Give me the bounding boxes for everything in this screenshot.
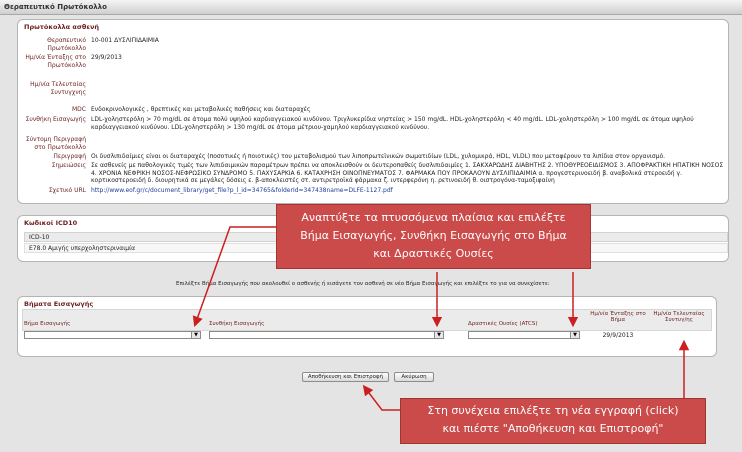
col-header-condition: Συνθήκη Εισαγωγής [209, 321, 265, 327]
col-header-step: Βήμα Εισαγωγής [24, 321, 71, 327]
col-header-substances: Δραστικές Ουσίες (ATCS) [468, 321, 538, 327]
field-label: Σημειώσεις [51, 162, 86, 169]
cancel-button[interactable]: Ακύρωση [394, 372, 434, 382]
steps-panel-title: Βήματα Εισαγωγής [24, 300, 94, 308]
icd-row[interactable]: E78.0 Αμιγής υπερχοληστεριναιμία [24, 243, 728, 253]
callout-select-and-save [400, 398, 706, 444]
field-label: Ημ/νία Ένταξης στο Πρωτόκολλο [25, 54, 86, 69]
callout-line: και Δραστικές Ουσίες [373, 247, 494, 260]
field-label: MDC [72, 106, 86, 113]
field-value: 10-001 ΔΥΣΛΙΠΙΔΑΙΜΙΑ [91, 37, 159, 44]
col-header-last-visit: Ημ/νία Τελευταίας Συντυγ/ης [653, 311, 705, 323]
field-label: Ημ/νία Τελευταίας Συντυγχνης [30, 81, 86, 96]
field-label: Σχετικό URL [48, 187, 86, 194]
entry-date-cell[interactable]: 29/9/2013 [602, 332, 634, 339]
save-and-return-button[interactable]: Αποθήκευση και Επιστροφή [302, 372, 389, 382]
field-label: Περιγραφή [53, 153, 86, 160]
field-label: Συνθήκη Εισαγωγής [25, 116, 86, 123]
field-label: Θεραπευτικό Πρωτόκολλο [47, 37, 86, 52]
callout-line: Αναπτύξτε τα πτυσσόμενα πλαίσια και επιλέξτε [301, 211, 566, 224]
chevron-down-icon[interactable]: ▼ [570, 332, 579, 338]
field-value: Σε ασθενείς με παθολογικές τιμές των λιπιδαιμικών παραμέτρων πρέπει να αποκλεισθούν οι δευτεροπαθείς δυσλιπιδαιμίες 1. ΣΑΚΧΑΡΩΔΗΣ ΔΙΑΒΗΤΗΣ 2. ΥΠΟΘΥΡΕΟΕΙΔΙΣΜΟΣ 3. ΑΠΟΦΡΑΚΤΙΚΗ ΗΠΑΤΙΚΗ ΝΟΣΟΣ 4. ΧΡΟΝΙΑ ΝΕΦΡΙΚΗ ΝΟΣΟΣ-ΝΕΦΡΩΣΙΚΟ ΣΥΝΔΡΟΜΟ 5. ΠΑΧΥΣΑΡΚΙΑ 6. ΚΑΤΑΧΡΗΣΗ ΟΙΝΟΠΝΕΥΜΑΤΟΣ 7. ΦΑΡΜΑΚΑ ΠΟΥ ΠΡΟΚΑΛΟΥΝ ΔΥΣΛΙΠΙΔΑΙΜΙΑ α. προγεστερινοειδή β. αναβολικά στεροειδή γ. κορτικοστεροειδή δ. διουρητικά σε μεγάλες δόσεις ε. β-αποκλειστές στ. αντιρετροϊκά φάρμακα ζ. ιντερφερόνη η. ρετινοειδή θ. οιστρογόνα-ταμοξιφαίνη [91, 162, 724, 184]
chevron-down-icon[interactable]: ▼ [434, 332, 443, 338]
instruction-text: Επιλέξτε Βήμα Εισαγωγής που ακολουθεί ο ασθενής ή εισάγετε τον ασθενή σε νέο Βήμα Εισαγωγής και επιλέξτε το για να συνεχίσετε: [176, 281, 550, 287]
chevron-down-icon[interactable]: ▼ [191, 332, 200, 338]
callout-line: Στη συνέχεια επιλέξτε τη νέα εγγραφή (click) [427, 404, 679, 417]
icd-panel-title: Κωδικοί ICD10 [24, 219, 78, 227]
related-url-link[interactable]: http://www.eof.gr/c/document_library/get_file?p_l_id=34765&folderId=347438name=DLFE-1127.pdf [91, 187, 393, 194]
field-value: Οι δυσλιπιδαίμιες είναι οι διαταραχές (ποσοτικές ή ποιοτικές) του μεταβολισμού των λιποπρωτεϊνικών σωματιδίων (LDL, χυλομικρά, HDL, VLDL) που μεταφέρουν τα λιπίδια στον οργανισμό. [91, 153, 666, 160]
col-header-entry-date: Ημ/νία Ένταξης στο Βήμα [590, 311, 646, 323]
field-label: Σύντομη Περιγραφή στο Πρωτόκολλο [25, 136, 86, 151]
window-title: Θεραπευτικό Πρωτόκολλο [4, 3, 107, 11]
callout-line: Βήμα Εισαγωγής, Συνθήκη Εισαγωγής στο Βήμα [300, 229, 567, 242]
protocol-panel-title: Πρωτόκολλα ασθενή [24, 23, 100, 31]
callout-line: και πιέστε "Αποθήκευση και Επιστροφή" [442, 422, 664, 435]
icd-header-row: ICD-10 [24, 232, 728, 242]
field-value: 29/9/2013 [91, 54, 122, 61]
field-value: Ενδοκρινολογικές , θρεπτικές και μεταβολικές παθήσεις και διαταραχές [91, 106, 311, 113]
field-value: LDL-χοληστερόλη > 70 mg/dL σε άτομα πολύ υψηλού καρδιαγγειακού κινδύνου. Τριγλυκερίδια νηστείας > 150 mg/dL. HDL-χοληστερόλη < 40 mg/dL. LDL-χοληστερόλη > 100 mg/dL σε άτομα υψηλού καρδιαγγειακού κινδύνου. LDL-χοληστερόλη > 130 mg/dL σε άτομα μέτριου-χαμηλού καρδιαγγειακού κινδύνου. [91, 116, 694, 131]
callout-expand-dropdowns [276, 204, 591, 269]
